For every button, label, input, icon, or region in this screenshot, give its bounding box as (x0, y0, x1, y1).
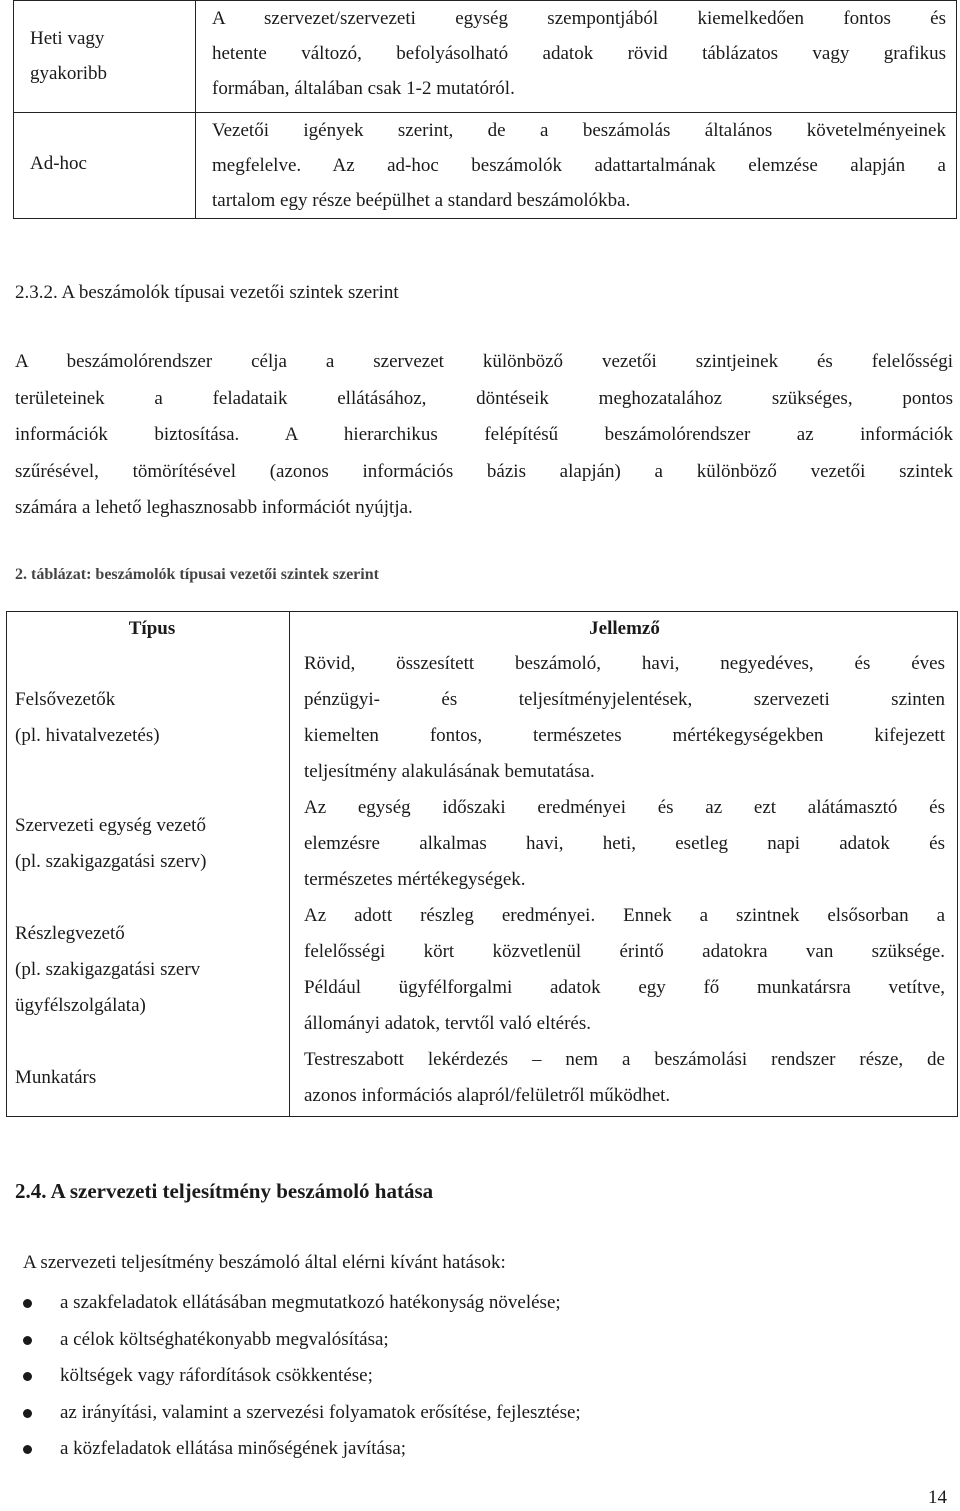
list-item (0, 1358, 581, 1395)
list-item-text: az irányítási, valamint a szervezési folyamatok erősítése, fejlesztése; (60, 1401, 581, 1423)
cell-line: Az adott részleg eredményei. Ennek a szintnek elsősorban a (304, 905, 945, 926)
list-item-text: költségek vagy ráfordítások csökkentése; (60, 1365, 373, 1386)
paragraph-line: területeinek a feladataik ellátásához, döntéseik meghozatalához szükséges, pontos (15, 387, 953, 409)
cell-line: Heti vagy (30, 28, 105, 49)
column-header-description: Jellemző (290, 612, 958, 647)
cell-line: Szervezeti egység vezető (15, 815, 206, 836)
bullet-icon (23, 1299, 32, 1308)
table-row (7, 898, 958, 1042)
bullet-icon (23, 1372, 32, 1381)
type-cell (7, 790, 290, 898)
bullet-icon (23, 1409, 32, 1418)
cell-line: (pl. hivatalvezetés) (15, 725, 160, 746)
intro-text: A szervezeti teljesítmény beszámoló által elérni kívánt hatások: (23, 1252, 506, 1273)
paragraph-line: számára a lehető leghasznosabb információt nyújtja. (15, 497, 413, 518)
cell-line: Ad-hoc (30, 153, 87, 174)
cell-line: Felsővezetők (15, 689, 116, 710)
cell-line: megfelelve. Az ad-hoc beszámolók adattartalmának elemzése alapján a (212, 155, 946, 176)
cell-line: Munkatárs (15, 1067, 97, 1088)
table-row (7, 646, 958, 790)
list-item (0, 1285, 581, 1322)
table-row (14, 113, 957, 219)
list-item-text: a célok költséghatékonyabb megvalósítása; (60, 1328, 389, 1350)
cell-line: elemzésre alkalmas havi, heti, esetleg napi adatok és (304, 833, 945, 854)
list-item (0, 1431, 581, 1468)
description-cell (196, 113, 957, 219)
list-item-text: a közfeladatok ellátása minőségének javítása; (60, 1438, 407, 1459)
cell-line: tartalom egy része beépülhet a standard beszámolókba. (212, 190, 631, 211)
type-cell (7, 1042, 290, 1116)
type-cell (7, 646, 290, 790)
table-row (14, 1, 957, 113)
list-item (0, 1322, 581, 1359)
cell-line: állományi adatok, tervtől való eltérés. (304, 1013, 592, 1034)
list-item-text: a szakfeladatok ellátásában megmutatkozó hatékonyság növelése; (60, 1292, 561, 1313)
type-cell (7, 898, 290, 1042)
description-cell (290, 646, 958, 790)
report-levels-table (6, 611, 958, 1117)
paragraph-line: információk biztosítása. A hierarchikus felépítésű beszámolórendszer az információk (15, 424, 953, 445)
cell-line: gyakoribb (30, 63, 108, 84)
frequency-cell (14, 1, 196, 113)
cell-line: A szervezet/szervezeti egység szempontjából kiemelkedően fontos és (212, 8, 946, 29)
frequency-cell (14, 113, 196, 219)
list-item (0, 1395, 581, 1432)
cell-line: (pl. szakigazgatási szerv (15, 959, 201, 980)
bullet-icon (23, 1445, 32, 1454)
cell-line: Vezetői igények szerint, de a beszámolás általános követelményeinek (212, 120, 946, 141)
cell-line: ügyfélszolgálata) (15, 995, 146, 1016)
description-cell (290, 1042, 958, 1116)
table-caption: 2. táblázat: beszámolók típusai vezetői szintek szerint (15, 566, 379, 583)
cell-line: Az egység időszaki eredményei és az ezt alátámasztó és (304, 797, 945, 818)
cell-line: Rövid, összesített beszámoló, havi, negyedéves, és éves (304, 653, 945, 674)
table-row (7, 790, 958, 898)
cell-line: kiemelten fontos, természetes mértékegységekben kifejezett (304, 725, 945, 746)
description-cell (290, 898, 958, 1042)
bullet-icon (23, 1336, 32, 1345)
page-number: 14 (928, 1487, 947, 1508)
cell-line: pénzügyi- és teljesítményjelentések, szervezeti szinten (304, 689, 945, 710)
table-header-row (7, 612, 958, 647)
cell-line: azonos információs alapról/felületről működhet. (304, 1085, 671, 1106)
table-row (7, 1042, 958, 1116)
cell-line: hetente változó, befolyásolható adatok rövid táblázatos vagy grafikus (212, 43, 946, 64)
section-paragraph (15, 344, 953, 527)
cell-line: természetes mértékegységek. (304, 869, 526, 890)
effects-list (0, 1285, 581, 1468)
cell-line: teljesítmény alakulásának bemutatása. (304, 761, 595, 782)
section-heading-2-3-2: 2.3.2. A beszámolók típusai vezetői szintek szerint (15, 282, 399, 303)
description-cell (196, 1, 957, 113)
cell-line: (pl. szakigazgatási szerv) (15, 851, 207, 872)
description-cell (290, 790, 958, 898)
cell-line: Részlegvezető (15, 923, 125, 944)
paragraph-line: szűrésével, tömörítésével (azonos információs bázis alapján) a különböző vezetői szintek (15, 460, 953, 482)
section-heading-2-4: 2.4. A szervezeti teljesítmény beszámoló hatása (15, 1179, 434, 1203)
cell-line: Például ügyfélforgalmi adatok egy fő munkatársra vetítve, (304, 977, 945, 998)
column-header-type: Típus (7, 612, 290, 647)
cell-line: formában, általában csak 1-2 mutatóról. (212, 78, 515, 99)
frequency-table (13, 0, 957, 219)
cell-line: felelősségi kört közvetlenül érintő adatokra van szüksége. (304, 941, 945, 962)
cell-line: Testreszabott lekérdezés – nem a beszámolási rendszer része, de (304, 1049, 945, 1070)
paragraph-line: A beszámolórendszer célja a szervezet különböző vezetői szintjeinek és felelősségi (15, 351, 953, 372)
